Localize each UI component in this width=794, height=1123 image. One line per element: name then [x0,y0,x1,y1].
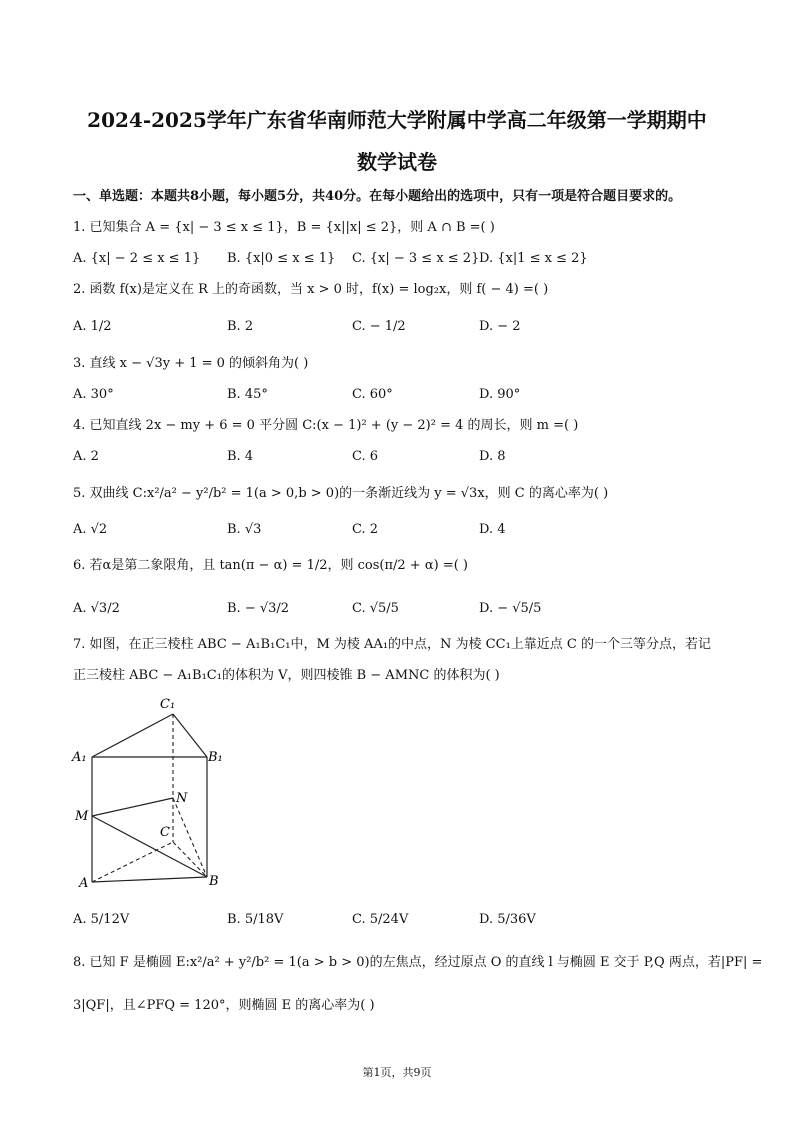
question-8-stem-line2: 3|QF|，且∠PFQ = 120°，则椭圆 E 的离心率为( ) [73,998,375,1013]
q3-option-d: D. 90° [479,387,521,402]
q5-option-c: C. 2 [352,522,379,537]
label-B1: B₁ [208,750,223,765]
question-5-stem: 5. 双曲线 C:x²/a² − y²/b² = 1(a > 0,b > 0)的一条渐近线为 y = √3x，则 C 的离心率为( ) [73,486,609,501]
question-6-stem: 6. 若α是第二象限角，且 tan(π − α) = 1/2，则 cos(π/2 + α) =( ) [73,558,468,573]
q1-option-b: B. {x|0 ≤ x ≤ 1} [227,251,336,266]
q4-option-b: B. 4 [227,449,254,464]
q1-option-d: D. {x|1 ≤ x ≤ 2} [479,251,588,266]
label-C: C [160,825,170,840]
q7-option-a: A. 5/12V [73,912,130,927]
q1-option-c: C. {x| − 3 ≤ x ≤ 2} [352,251,480,266]
q6-option-a: A. √3/2 [73,601,120,616]
q5-option-a: A. √2 [73,522,108,537]
page-footer: 第1页，共9页 [362,1066,432,1079]
q6-option-b: B. − √3/2 [227,601,290,616]
label-A1: A₁ [72,750,87,765]
q7-option-b: B. 5/18V [227,912,284,927]
prism-figure [70,690,240,890]
q5-option-b: B. √3 [227,522,262,537]
label-C1: C₁ [160,697,176,712]
question-7-stem-line1: 7. 如图，在正三棱柱 ABC − A₁B₁C₁中，M 为棱 AA₁的中点，N 为棱 CC₁上靠近点 C 的一个三等分点，若记 [73,637,711,652]
question-2-stem: 2. 函数 f(x)是定义在 R 上的奇函数，当 x > 0 时，f(x) = log₂x，则 f( − 4) =( ) [73,282,549,297]
question-4-stem: 4. 已知直线 2x − my + 6 = 0 平分圆 C:(x − 1)² + (y − 2)² = 4 的周长，则 m =( ) [73,418,579,433]
q3-option-c: C. 60° [352,387,393,402]
q3-option-a: A. 30° [73,387,114,402]
page-title-line2: 数学试卷 [357,150,437,174]
q3-option-b: B. 45° [227,387,268,402]
page-title-line1: 2024-2025学年广东省华南师范大学附属中学高二年级第一学期期中 [87,108,707,132]
q2-option-b: B. 2 [227,319,254,334]
q2-option-d: D. − 2 [479,319,521,334]
q4-option-d: D. 8 [479,449,506,464]
q1-option-a: A. {x| − 2 ≤ x ≤ 1} [73,251,201,266]
label-M: M [75,809,89,824]
q6-option-c: C. √5/5 [352,601,399,616]
question-7-stem-line2: 正三棱柱 ABC − A₁B₁C₁的体积为 V，则四棱锥 B − AMNC 的体积为( ) [73,668,500,683]
q2-option-a: A. 1/2 [73,319,112,334]
label-A: A [79,876,89,890]
q2-option-c: C. − 1/2 [352,319,406,334]
question-1-stem: 1. 已知集合 A = {x| − 3 ≤ x ≤ 1}，B = {x||x| ≤ 2}，则 A ∩ B =( ) [73,220,495,235]
q6-option-d: D. − √5/5 [479,601,542,616]
q4-option-c: C. 6 [352,449,379,464]
label-B: B [209,874,219,889]
q7-option-d: D. 5/36V [479,912,536,927]
section-heading: 一、单选题：本题共8小题，每小题5分，共40分。在每小题给出的选项中，只有一项是符合题目要求的。 [73,189,682,204]
label-N: N [176,791,188,806]
q5-option-d: D. 4 [479,522,506,537]
question-3-stem: 3. 直线 x − √3y + 1 = 0 的倾斜角为( ) [73,356,309,371]
q4-option-a: A. 2 [73,449,99,464]
q7-option-c: C. 5/24V [352,912,409,927]
question-8-stem-line1: 8. 已知 F 是椭圆 E:x²/a² + y²/b² = 1(a > b > 0)的左焦点，经过原点 O 的直线 l 与椭圆 E 交于 P,Q 两点，若|PF| = [73,955,763,970]
